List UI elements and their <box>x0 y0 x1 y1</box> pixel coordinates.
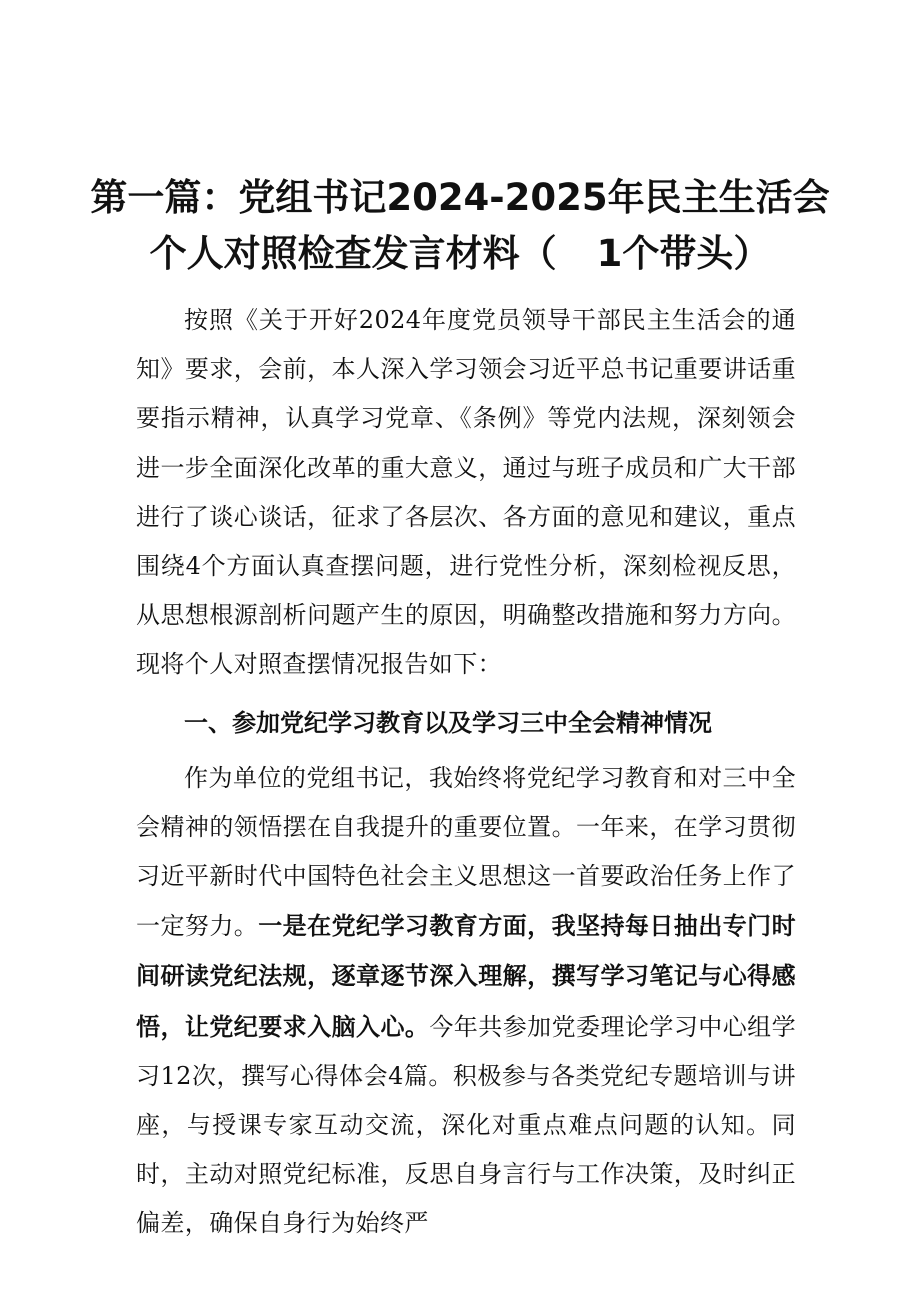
title-line2-main: 个人对照检查发言材料（ <box>149 232 557 275</box>
section1-bold-text: 一是在党纪学习教育方面，我坚持每日抽出专门时间研读党纪法规，逐章逐节深入理解，撰写学习笔记与心得感悟，让党纪要求入脑入心。 <box>136 911 796 1041</box>
section1-paragraph <box>136 754 796 1249</box>
document-body <box>136 296 796 1249</box>
title-line2-tail: 1个带头） <box>596 232 771 275</box>
section1-text-b: 今年共参加党委理论学习中心组学习12次，撰写心得体会4篇。积极参与各类党纪专题培训与讲座，与授课专家互动交流，深化对重点难点问题的认知。同时，主动对照党纪标准，反思自身言行与工作决策，及时纠正偏差，确保自身行为始终严 <box>136 1012 796 1238</box>
document-title-line1: 第一篇：党组书记2024-2025年民主生活会 <box>90 176 830 219</box>
section1-text-a: 作为单位的党组书记，我始终将党纪学习教育和对三中全会精神的领悟摆在自我提升的重要位置。一年来，在学习贯彻习近平新时代中国特色社会主义思想这一首要政治任务上作了一定努力。 <box>136 763 796 941</box>
document-title-line2 <box>0 232 920 276</box>
section-heading-1: 一、参加党纪学习教育以及学习三中全会精神情况 <box>184 708 712 737</box>
intro-paragraph: 按照《关于开好2024年度党员领导干部民主生活会的通知》要求，会前，本人深入学习领会习近平总书记重要讲话重要指示精神，认真学习党章、《条例》等党内法规，深刻领会进一步全面深化改革的重大意义，通过与班子成员和广大干部进行了谈心谈话，征求了各层次、各方面的意见和建议，重点围绕4个方面认真查摆问题，进行党性分析，深刻检视反思，从思想根源剖析问题产生的原因，明确整改措施和努力方向。现将个人对照查摆情况报告如下： <box>136 306 796 679</box>
